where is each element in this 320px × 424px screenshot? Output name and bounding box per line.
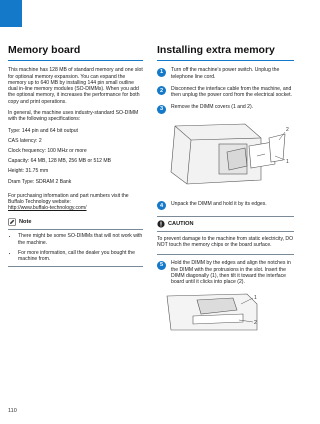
step-number: 3 [157,105,166,114]
note-box [8,218,143,268]
dimm-insert-illustration [157,292,294,332]
step-2 [157,86,294,99]
figure-callout: 1 [254,294,257,301]
install-title-rule [157,60,294,61]
note-header [8,218,143,229]
buffalo-link[interactable]: http://www.buffalo-technology.com/ [8,205,87,212]
spec-item: Dram Type: SDRAM 2 Bank [8,178,72,185]
note-list [8,233,143,262]
note-item: • For more information, call the dealer you bought the machine from. [18,250,143,263]
title-rule [8,60,143,61]
spec-intro: In general, the machine uses industry-standard SO-DIMM with the following specifications: [8,110,139,123]
dimm-cover-illustration [157,120,294,190]
spec-item: Type: 144 pin and 64 bit output [8,127,78,134]
intro-paragraph: This machine has 128 MB of standard memory and one slot for optional memory expansion. You can expand the memory up to 640 MB by installing 144 pin small outline dual in-line memory modules (SO-DIMMs). When you add the optional memory, it increases the performance for both copy and print operations. [8,67,143,105]
step-number: 5 [157,261,166,270]
chapter-tab [0,0,22,27]
caution-mid-rule [157,231,294,232]
note-item: • There might be some SO-DIMMs that will not work with the machine. [18,233,143,246]
purchase-text [8,193,143,212]
section-title: Memory board [8,44,81,56]
dimm-cover-figure [157,120,294,195]
step-number: 1 [157,68,166,77]
figure-callout: 1 [286,158,289,165]
figure-callout: 2 [254,319,257,326]
step-1 [157,67,294,80]
right-column [157,44,294,343]
note-top-rule [8,229,143,230]
step-5 [157,260,294,285]
step-number: 2 [157,86,166,95]
install-title: Installing extra memory [157,44,275,56]
spec-item: Height: 31.75 mm [8,168,49,175]
caution-text: To prevent damage to the machine from static electricity, DO NOT touch the memory chips or the board surface. [157,236,294,249]
caution-box [157,216,294,254]
dimm-insert-figure [157,292,294,337]
spec-item: CAS latency: 2 [8,137,42,144]
spec-item: Capacity: 64 MB, 128 MB, 256 MB or 512 MB [8,158,112,165]
step-number: 4 [157,201,166,210]
pencil-icon [8,218,16,226]
caution-label: CAUTION [168,221,194,228]
figure-callout: 2 [286,126,289,133]
spec-item: Clock frequency: 100 MHz or more [8,148,87,155]
step-4 [157,201,294,211]
caution-bottom-rule [157,254,294,255]
step-text: Turn off the machine’s power switch. Unplug the telephone line cord. [171,67,280,80]
page-number: 110 [8,408,17,414]
note-bottom-rule [8,266,143,267]
note-label: Note [19,218,32,225]
step-text: Disconnect the interface cable from the machine, and then unplug the power cord from the electrical socket. [171,85,292,99]
caution-header [157,217,294,231]
step-3 [157,104,294,114]
step-text: Unpack the DIMM and hold it by its edges. [171,200,267,207]
left-column [8,44,143,267]
purchase-text-body: For purchasing information and part numbers visit the Buffalo Technology website: [8,192,129,205]
caution-icon [157,220,165,228]
step-text: Remove the DIMM covers (1 and 2). [171,104,254,111]
step-text: Hold the DIMM by the edges and align the notches in the DIMM with the protrusions in the slot. Insert the DIMM diagonally (1), then tilt it toward the interface board until it clicks into place (2). [171,260,291,286]
